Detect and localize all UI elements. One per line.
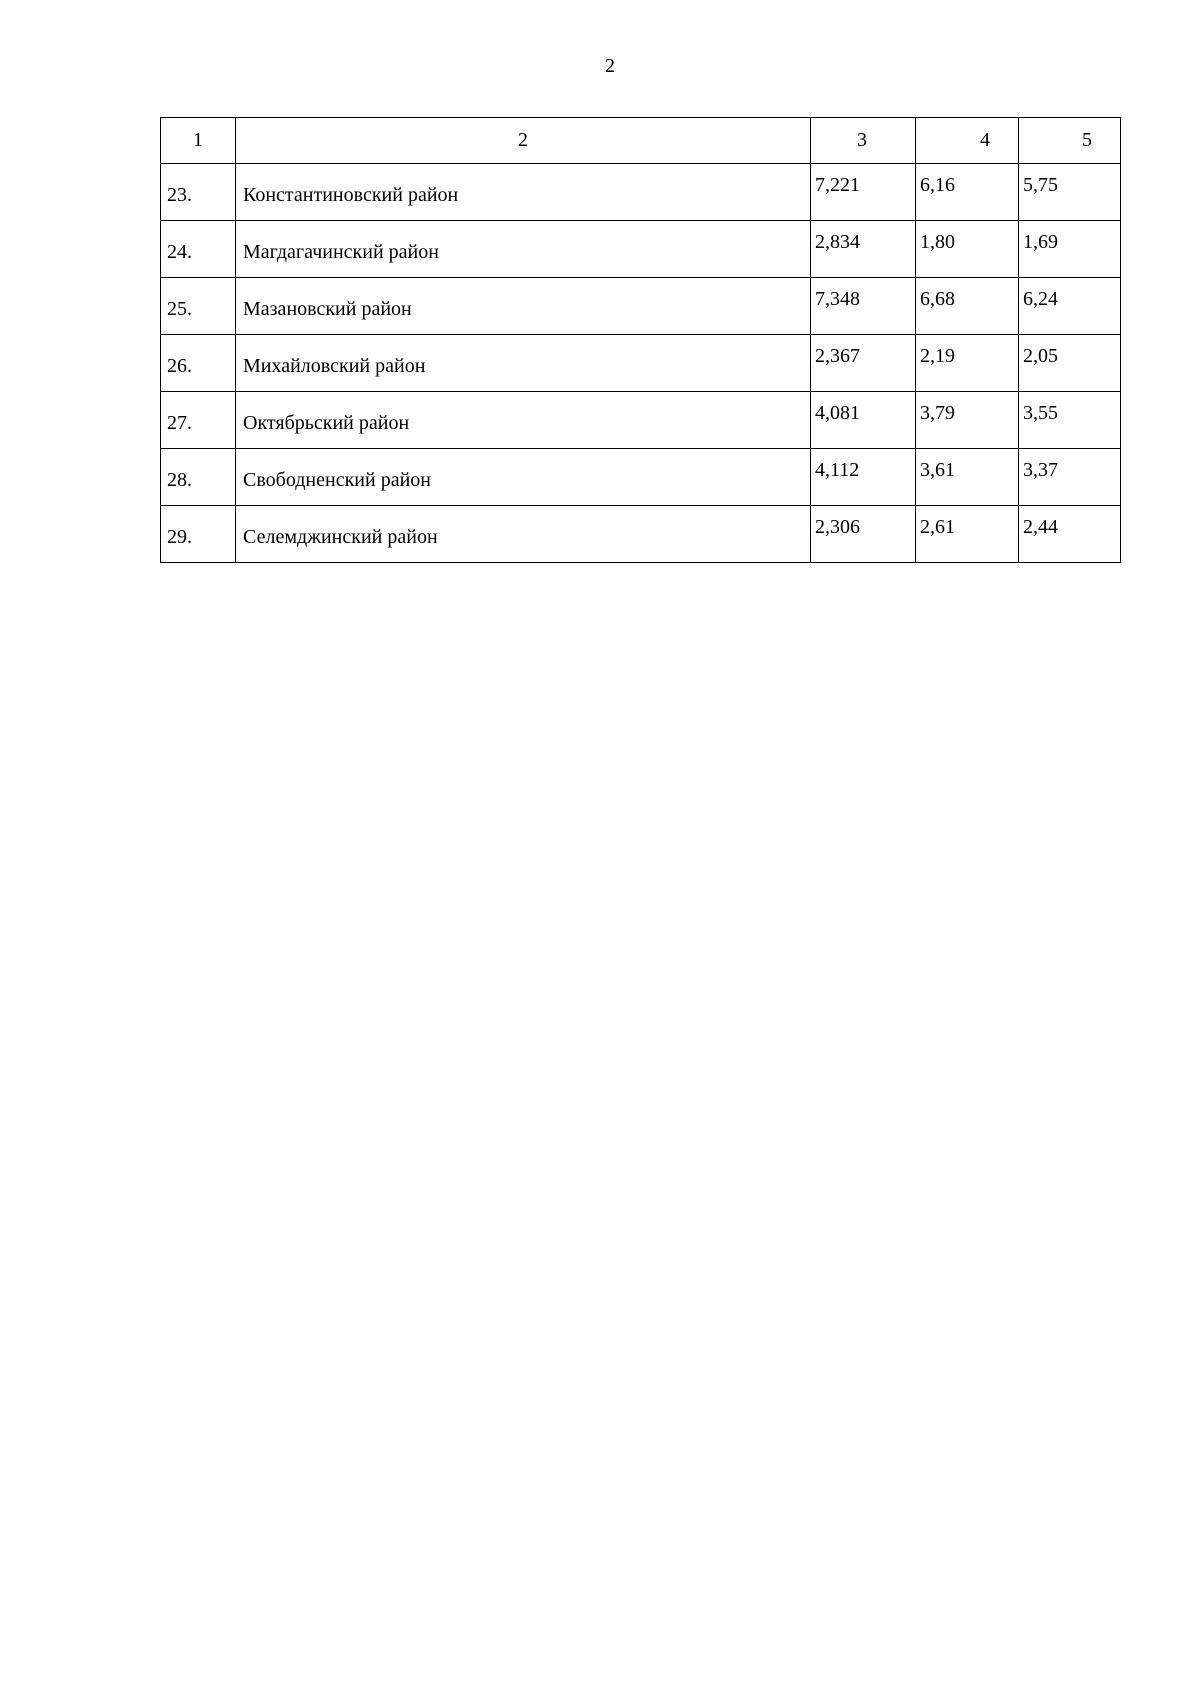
value-column-3: 2,306 bbox=[811, 506, 916, 563]
column-header-4: 4 bbox=[916, 118, 1019, 164]
value-column-3: 4,081 bbox=[811, 392, 916, 449]
table-row bbox=[161, 278, 1121, 335]
table-row bbox=[161, 506, 1121, 563]
value-column-5: 2,05 bbox=[1019, 335, 1121, 392]
row-number: 26. bbox=[161, 335, 236, 392]
row-number: 27. bbox=[161, 392, 236, 449]
district-name: Свободненский район bbox=[236, 449, 811, 506]
value-column-5: 1,69 bbox=[1019, 221, 1121, 278]
row-number: 29. bbox=[161, 506, 236, 563]
page-number: 2 bbox=[605, 55, 615, 77]
row-number: 24. bbox=[161, 221, 236, 278]
column-header-2: 2 bbox=[236, 118, 811, 164]
value-column-5: 2,44 bbox=[1019, 506, 1121, 563]
column-header-3: 3 bbox=[811, 118, 916, 164]
district-name: Мазановский район bbox=[236, 278, 811, 335]
table-body bbox=[161, 164, 1121, 563]
column-header-5: 5 bbox=[1019, 118, 1121, 164]
district-name: Магдагачинский район bbox=[236, 221, 811, 278]
row-number: 23. bbox=[161, 164, 236, 221]
table-row bbox=[161, 221, 1121, 278]
value-column-3: 7,221 bbox=[811, 164, 916, 221]
value-column-4: 6,16 bbox=[916, 164, 1019, 221]
value-column-4: 1,80 bbox=[916, 221, 1019, 278]
table-row bbox=[161, 449, 1121, 506]
table-row bbox=[161, 392, 1121, 449]
value-column-5: 5,75 bbox=[1019, 164, 1121, 221]
table-row bbox=[161, 335, 1121, 392]
header-row bbox=[161, 118, 1121, 164]
district-name: Константиновский район bbox=[236, 164, 811, 221]
value-column-5: 6,24 bbox=[1019, 278, 1121, 335]
value-column-5: 3,55 bbox=[1019, 392, 1121, 449]
district-table-container bbox=[160, 117, 1120, 563]
row-number: 25. bbox=[161, 278, 236, 335]
value-column-4: 3,79 bbox=[916, 392, 1019, 449]
table-header bbox=[161, 118, 1121, 164]
value-column-4: 6,68 bbox=[916, 278, 1019, 335]
district-name: Селемджинский район bbox=[236, 506, 811, 563]
value-column-4: 2,61 bbox=[916, 506, 1019, 563]
value-column-4: 3,61 bbox=[916, 449, 1019, 506]
value-column-4: 2,19 bbox=[916, 335, 1019, 392]
district-name: Михайловский район bbox=[236, 335, 811, 392]
column-header-1: 1 bbox=[161, 118, 236, 164]
table-row bbox=[161, 164, 1121, 221]
row-number: 28. bbox=[161, 449, 236, 506]
district-name: Октябрьский район bbox=[236, 392, 811, 449]
value-column-3: 2,834 bbox=[811, 221, 916, 278]
district-table bbox=[160, 117, 1121, 563]
value-column-5: 3,37 bbox=[1019, 449, 1121, 506]
value-column-3: 7,348 bbox=[811, 278, 916, 335]
value-column-3: 4,112 bbox=[811, 449, 916, 506]
value-column-3: 2,367 bbox=[811, 335, 916, 392]
